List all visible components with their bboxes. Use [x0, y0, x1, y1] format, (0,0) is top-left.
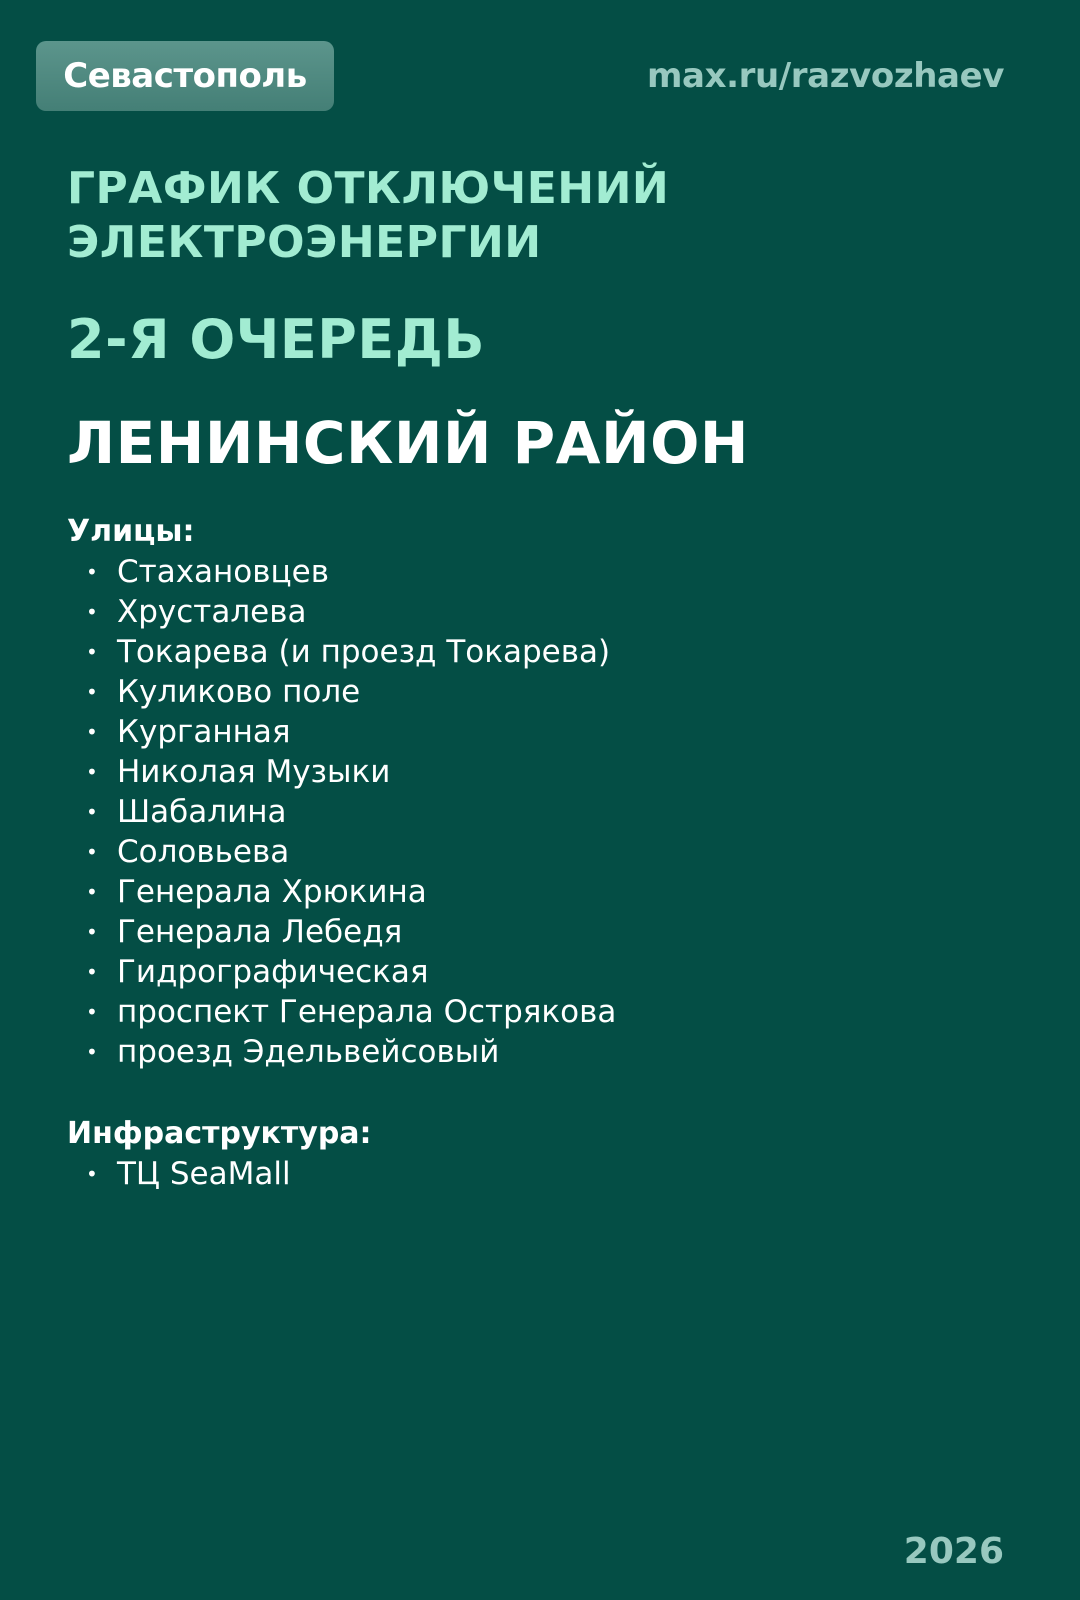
- schedule-title: ГРАФИК ОТКЛЮЧЕНИЙ ЭЛЕКТРОЭНЕРГИИ: [67, 163, 670, 268]
- street-item: [86, 992, 616, 1032]
- street-item: [86, 1032, 616, 1072]
- street-item: [86, 712, 616, 752]
- street-item: [86, 632, 616, 672]
- bullet-dot-icon: •: [86, 640, 98, 664]
- source-link[interactable]: max.ru/razvozhaev: [647, 56, 1004, 96]
- bullet-dot-icon: •: [86, 760, 98, 784]
- street-name: проезд Эдельвейсовый: [117, 1034, 500, 1070]
- street-name: Генерала Лебедя: [117, 914, 403, 950]
- street-item: [86, 552, 616, 592]
- bullet-dot-icon: •: [86, 800, 98, 824]
- infrastructure-item: [86, 1154, 291, 1194]
- infrastructure-name: ТЦ SeaMall: [117, 1156, 291, 1192]
- bullet-dot-icon: •: [86, 1040, 98, 1064]
- street-name: Гидрографическая: [117, 954, 429, 990]
- street-item: [86, 872, 616, 912]
- street-item: [86, 952, 616, 992]
- bullet-dot-icon: •: [86, 560, 98, 584]
- street-item: [86, 672, 616, 712]
- street-item: [86, 832, 616, 872]
- street-name: Соловьева: [117, 834, 290, 870]
- street-name: Николая Музыки: [117, 754, 391, 790]
- street-item: [86, 792, 616, 832]
- street-name: Курганная: [117, 714, 291, 750]
- street-item: [86, 752, 616, 792]
- bullet-dot-icon: •: [86, 1162, 98, 1186]
- bullet-dot-icon: •: [86, 1000, 98, 1024]
- year-label: 2026: [903, 1531, 1004, 1572]
- street-item: [86, 592, 616, 632]
- bullet-dot-icon: •: [86, 600, 98, 624]
- bullet-dot-icon: •: [86, 880, 98, 904]
- street-name: проспект Генерала Острякова: [117, 994, 617, 1030]
- bullet-dot-icon: •: [86, 720, 98, 744]
- street-name: Шабалина: [117, 794, 287, 830]
- bullet-dot-icon: •: [86, 920, 98, 944]
- streets-heading: Улицы:: [67, 514, 195, 549]
- bullet-dot-icon: •: [86, 960, 98, 984]
- street-name: Генерала Хрюкина: [117, 874, 427, 910]
- district-name: ЛЕНИНСКИЙ РАЙОН: [67, 409, 749, 477]
- bullet-dot-icon: •: [86, 680, 98, 704]
- street-name: Хрусталева: [117, 594, 307, 630]
- street-name: Токарева (и проезд Токарева): [117, 634, 611, 670]
- queue-label: 2-Я ОЧЕРЕДЬ: [67, 308, 486, 371]
- street-item: [86, 912, 616, 952]
- infrastructure-list: [86, 1154, 291, 1194]
- bullet-dot-icon: •: [86, 840, 98, 864]
- infrastructure-heading: Инфраструктура:: [67, 1116, 372, 1151]
- streets-list: [86, 552, 616, 1072]
- city-badge: Севастополь: [36, 41, 334, 111]
- street-name: Стахановцев: [117, 554, 329, 590]
- street-name: Куликово поле: [117, 674, 361, 710]
